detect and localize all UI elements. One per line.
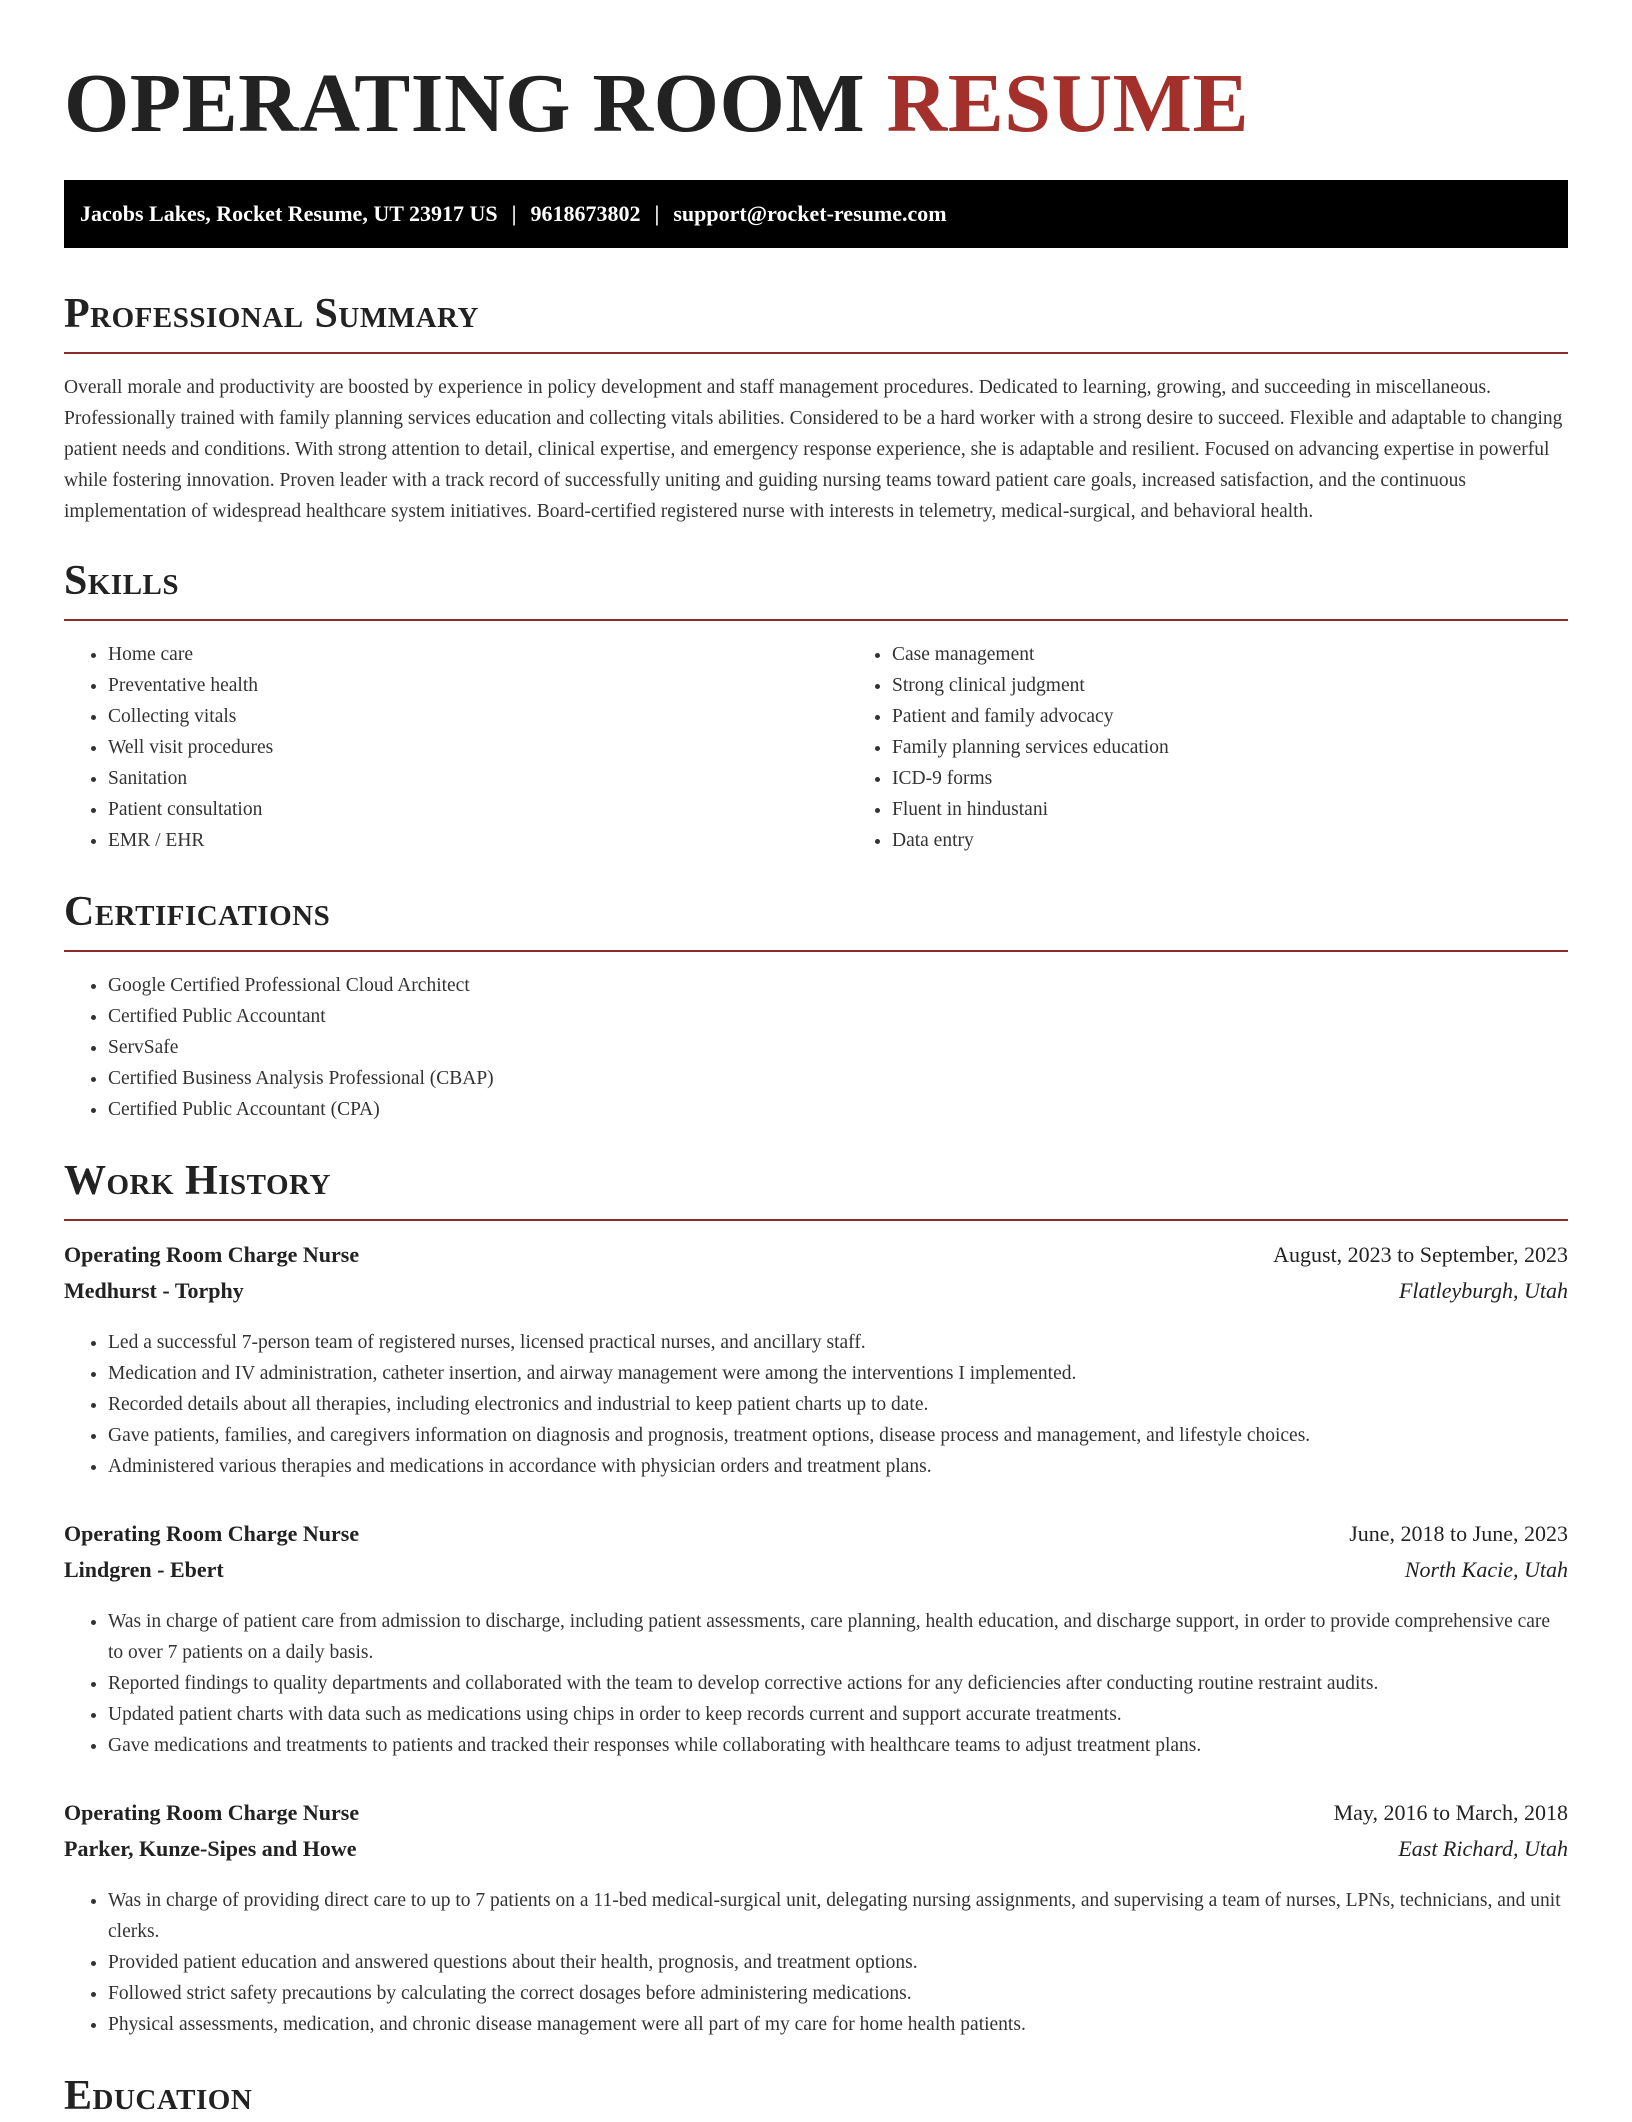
education-heading: Education [64,2073,253,2119]
skill-item: • Sanitation [108,763,848,794]
contact-bar [64,180,1568,248]
summary-text: Overall morale and productivity are boosted by experience in policy development and staff management procedures. Dedicated to learning, growing, and succeeding in miscellaneous. Professionally trained with family planning services education and collecting vitals abilities. Considered to be a hard worker with a strong desire to succeed. Flexible and adaptable to changing patient needs and conditions. With strong attention to detail, clinical expertise, and emergency response experience, she is adaptable and resilient. Focused on advancing expertise in powerful while fostering innovation. Proven leader with a track record of successfully uniting and guiding nursing teams toward patient care goals, increased satisfaction, and the continuous implementation of widespread healthcare system initiatives. Board-certified registered nurse with interests in telemetry, medical-surgical, and behavioral health. [64,377,1563,522]
job-dates: May, 2016 to March, 2018 [1333,1800,1568,1825]
job-bullet: • Led a successful 7-person team of registered nurses, licensed practical nurses, and ancillary staff. [108,1327,1568,1358]
job-bullets [64,1327,1568,1482]
job-bullet: • Administered various therapies and medications in accordance with physician orders and treatment plans. [108,1451,1568,1482]
skills-list-right [848,639,1632,856]
job-company: Lindgren - Ebert [64,1557,224,1582]
skill-item: • Fluent in hindustani [892,794,1632,825]
section-divider [64,352,1568,354]
job-bullet: • Provided patient education and answered questions about their health, prognosis, and treatment options. [108,1947,1568,1978]
job-entry [64,1795,1568,2040]
skill-item: • Well visit procedures [108,732,848,763]
contact-phone: 9618673802 [530,201,641,226]
skill-item: • ICD-9 forms [892,763,1632,794]
job-dates: June, 2018 to June, 2023 [1349,1521,1568,1546]
skill-item: • Patient consultation [108,794,848,825]
job-dates: August, 2023 to September, 2023 [1273,1242,1568,1267]
job-bullet: • Updated patient charts with data such as medications using chips in order to keep records current and support accurate treatments. [108,1699,1568,1730]
job-location: East Richard, Utah [1398,1836,1568,1861]
job-bullet: • Reported findings to quality departments and collaborated with the team to develop corrective actions for any deficiencies after conducting routine restraint audits. [108,1668,1568,1699]
certification-item: • Google Certified Professional Cloud Architect [108,970,1568,1001]
job-company: Parker, Kunze-Sipes and Howe [64,1836,357,1861]
skills-heading: Skills [64,558,180,604]
job-header [64,1516,1568,1552]
skills-grid [64,621,1568,856]
skill-item: • EMR / EHR [108,825,848,856]
certifications-section [64,886,1568,1125]
contact-address: Jacobs Lakes, Rocket Resume, UT 23917 US [80,201,498,226]
contact-separator: | [511,201,517,226]
job-header [64,1795,1568,1831]
contact-separator: | [654,201,660,226]
skill-item: • Home care [108,639,848,670]
work-history-section [64,1155,1568,2040]
skill-item: • Family planning services education [892,732,1632,763]
certification-item: • Certified Business Analysis Professional (CBAP) [108,1063,1568,1094]
job-company: Medhurst - Torphy [64,1278,244,1303]
job-title: Operating Room Charge Nurse [64,1800,360,1825]
job-location: North Kacie, Utah [1404,1557,1568,1582]
skill-item: • Collecting vitals [108,701,848,732]
job-location: Flatleyburgh, Utah [1398,1278,1568,1303]
title-accent: RESUME [886,57,1249,150]
certification-item: • Certified Public Accountant (CPA) [108,1094,1568,1125]
work-history-heading: Work History [64,1158,331,1204]
job-bullet: • Gave patients, families, and caregivers information on diagnosis and prognosis, treatment options, disease process and management, and lifestyle choices. [108,1420,1568,1451]
section-divider [64,1219,1568,1221]
job-header [64,1237,1568,1273]
job-bullets [64,1606,1568,1761]
job-subheader [64,1273,1568,1309]
certification-item: • Certified Public Accountant [108,1001,1568,1032]
job-bullet: • Was in charge of patient care from admission to discharge, including patient assessments, care planning, health education, and discharge support, in order to provide comprehensive care to over 7 patients on a daily basis. [108,1606,1568,1668]
job-entry [64,1237,1568,1482]
job-bullet: • Followed strict safety precautions by calculating the correct dosages before administering medications. [108,1978,1568,2009]
skill-item: • Data entry [892,825,1632,856]
contact-email: support@rocket-resume.com [673,201,947,226]
section-divider [64,950,1568,952]
title-main: OPERATING ROOM [64,57,866,150]
summary-section [64,288,1568,527]
job-bullet: • Recorded details about all therapies, including electronics and industrial to keep patient charts up to date. [108,1389,1568,1420]
certifications-heading: Certifications [64,889,331,935]
certification-item: • ServSafe [108,1032,1568,1063]
resume-title [64,0,1568,152]
skill-item: • Preventative health [108,670,848,701]
skill-item: • Case management [892,639,1632,670]
job-subheader [64,1831,1568,1867]
job-bullets [64,1885,1568,2040]
job-bullet: • Physical assessments, medication, and chronic disease management were all part of my care for home health patients. [108,2009,1568,2040]
education-section [64,2070,1568,2122]
job-bullet: • Was in charge of providing direct care to up to 7 patients on a 11-bed medical-surgical unit, delegating nursing assignments, and supervising a team of nurses, LPNs, technicians, and unit clerks. [108,1885,1568,1947]
skills-section [64,555,1568,856]
skill-item: • Patient and family advocacy [892,701,1632,732]
job-title: Operating Room Charge Nurse [64,1242,360,1267]
summary-heading: Professional Summary [64,291,479,337]
job-entry [64,1516,1568,1761]
skills-list-left [64,639,848,856]
job-bullet: • Gave medications and treatments to patients and tracked their responses while collaborating with healthcare teams to adjust treatment plans. [108,1730,1568,1761]
skill-item: • Strong clinical judgment [892,670,1632,701]
job-subheader [64,1552,1568,1588]
job-bullet: • Medication and IV administration, catheter insertion, and airway management were among the interventions I implemented. [108,1358,1568,1389]
certifications-list [64,970,1568,1125]
job-title: Operating Room Charge Nurse [64,1521,360,1546]
